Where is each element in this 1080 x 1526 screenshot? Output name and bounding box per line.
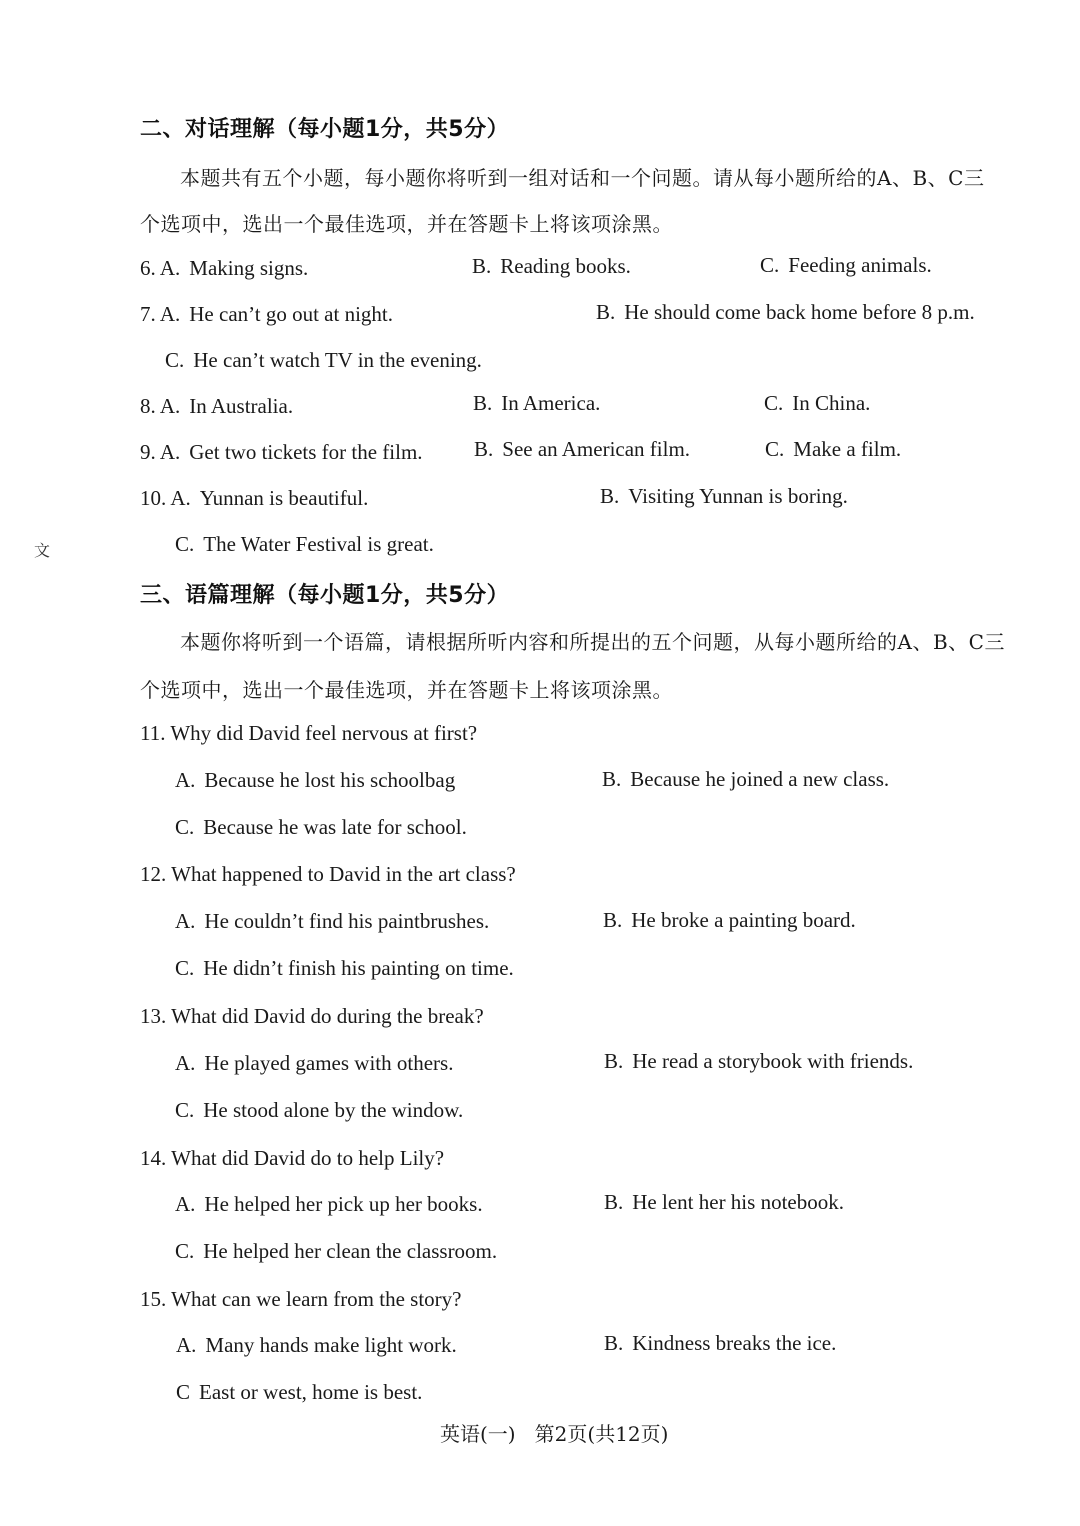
- option-letter: A.: [175, 1051, 196, 1075]
- question-text: What did David do during the break?: [171, 1004, 484, 1028]
- option-c-text: Feeding animals.: [788, 253, 932, 277]
- option-letter: B.: [596, 300, 616, 324]
- question-11-stem: [140, 721, 477, 746]
- question-number: 13.: [140, 1004, 167, 1028]
- option-b-text: Reading books.: [500, 254, 631, 278]
- option-c-text: The Water Festival is great.: [203, 532, 434, 556]
- question-10: [140, 486, 368, 511]
- option-b-text: Visiting Yunnan is boring.: [628, 484, 848, 508]
- question-number: 7.: [140, 302, 156, 326]
- option-c-text: East or west, home is best.: [199, 1380, 423, 1404]
- option-a-text: In Australia.: [189, 394, 294, 418]
- option-b-text: He should come back home before 8 p.m.: [624, 300, 975, 324]
- option-a-text: He helped her pick up her books.: [204, 1192, 483, 1216]
- option-c-text: Because he was late for school.: [203, 815, 467, 839]
- question-text: What happened to David in the art class?: [171, 862, 516, 886]
- question-14-option-a: [175, 1192, 483, 1217]
- option-a-text: He can’t go out at night.: [189, 302, 394, 326]
- question-text: Why did David feel nervous at first?: [170, 721, 478, 745]
- question-12-option-a: [175, 909, 489, 934]
- question-10-option-b: [600, 484, 848, 509]
- question-number: 6.: [140, 256, 156, 280]
- option-letter: B.: [473, 391, 493, 415]
- option-a-text: Get two tickets for the film.: [189, 440, 423, 464]
- question-13-option-c: [175, 1098, 463, 1123]
- option-letter: A.: [170, 486, 191, 510]
- question-15-stem: [140, 1287, 462, 1312]
- option-letter: B.: [604, 1331, 624, 1355]
- question-13-option-b: [604, 1049, 913, 1074]
- option-letter: A.: [159, 440, 181, 464]
- question-7-option-c: [165, 348, 482, 373]
- question-15-option-b: [604, 1331, 836, 1356]
- option-letter: C.: [175, 532, 195, 556]
- question-12-stem: [140, 862, 516, 887]
- question-8-option-c: [764, 391, 870, 416]
- option-letter: A.: [176, 1333, 197, 1357]
- question-14-option-b: [604, 1190, 844, 1215]
- option-b-text: He broke a painting board.: [631, 908, 856, 932]
- option-b-text: He read a storybook with friends.: [632, 1049, 914, 1073]
- option-letter: C.: [175, 1239, 195, 1263]
- option-b-text: Because he joined a new class.: [630, 767, 890, 791]
- question-number: 8.: [140, 394, 156, 418]
- option-letter: A.: [159, 394, 181, 418]
- section-3-instruction-line-1: 本题你将听到一个语篇，请根据所听内容和所提出的五个问题，从每小题所给的A、B、C三: [180, 630, 1005, 654]
- option-a-text: He played games with others.: [204, 1051, 454, 1075]
- section-2-instruction-line-2: 个选项中，选出一个最佳选项，并在答题卡上将该项涂黑。: [140, 212, 673, 236]
- question-7: [140, 302, 393, 327]
- option-letter: B.: [472, 254, 492, 278]
- question-15-option-c: [176, 1380, 422, 1405]
- option-b-text: See an American film.: [502, 437, 691, 461]
- option-b-text: He lent her his notebook.: [632, 1190, 844, 1214]
- question-number: 15.: [140, 1287, 167, 1311]
- section-3-heading: 三、语篇理解（每小题1分，共5分）: [140, 583, 510, 608]
- question-9: [140, 440, 423, 465]
- question-12-option-b: [603, 908, 856, 933]
- question-10-option-c: [175, 532, 434, 557]
- option-letter: A.: [175, 1192, 196, 1216]
- option-letter: C: [176, 1380, 191, 1404]
- option-c-text: He can’t watch TV in the evening.: [193, 348, 482, 372]
- option-letter: C.: [760, 253, 780, 277]
- option-a-text: He couldn’t find his paintbrushes.: [204, 909, 490, 933]
- question-15-option-a: [176, 1333, 457, 1358]
- option-b-text: Kindness breaks the ice.: [632, 1331, 837, 1355]
- question-11-option-b: [602, 767, 889, 792]
- option-a-text: Making signs.: [189, 256, 309, 280]
- question-9-option-c: [765, 437, 901, 462]
- question-14-stem: [140, 1146, 444, 1171]
- question-6-option-c: [760, 253, 932, 278]
- option-letter: B.: [604, 1190, 624, 1214]
- question-text: What can we learn from the story?: [171, 1287, 462, 1311]
- question-12-option-c: [175, 956, 514, 981]
- question-6: [140, 256, 308, 281]
- section-2-instruction-line-1: 本题共有五个小题，每小题你将听到一组对话和一个问题。请从每小题所给的A、B、C三: [180, 166, 985, 190]
- option-a-text: Because he lost his schoolbag: [204, 768, 456, 792]
- option-letter: C.: [175, 1098, 195, 1122]
- option-a-text: Many hands make light work.: [205, 1333, 457, 1357]
- question-14-option-c: [175, 1239, 497, 1264]
- option-letter: A.: [175, 768, 196, 792]
- option-letter: B.: [602, 767, 622, 791]
- option-letter: A.: [159, 256, 181, 280]
- question-number: 11.: [140, 721, 166, 745]
- option-letter: B.: [474, 437, 494, 461]
- option-b-text: In America.: [501, 391, 601, 415]
- question-8: [140, 394, 293, 419]
- option-letter: B.: [603, 908, 623, 932]
- question-number: 9.: [140, 440, 156, 464]
- page-footer: 英语(一) 第2页(共12页): [440, 1422, 669, 1446]
- question-11-option-a: [175, 768, 455, 793]
- option-a-text: Yunnan is beautiful.: [199, 486, 369, 510]
- option-letter: C.: [165, 348, 185, 372]
- option-letter: C.: [175, 815, 195, 839]
- option-letter: B.: [604, 1049, 624, 1073]
- question-number: 12.: [140, 862, 167, 886]
- section-3-instruction-line-2: 个选项中，选出一个最佳选项，并在答题卡上将该项涂黑。: [140, 678, 673, 702]
- question-7-option-b: [596, 300, 975, 325]
- option-letter: B.: [600, 484, 620, 508]
- option-c-text: He stood alone by the window.: [203, 1098, 464, 1122]
- question-number: 10.: [140, 486, 167, 510]
- question-6-option-b: [472, 254, 631, 279]
- section-2-heading: 二、对话理解（每小题1分，共5分）: [140, 117, 510, 142]
- question-11-option-c: [175, 815, 467, 840]
- option-letter: A.: [159, 302, 181, 326]
- option-letter: A.: [175, 909, 196, 933]
- option-letter: C.: [175, 956, 195, 980]
- question-13-stem: [140, 1004, 484, 1029]
- option-c-text: In China.: [792, 391, 871, 415]
- option-c-text: He didn’t finish his painting on time.: [203, 956, 514, 980]
- option-c-text: Make a film.: [793, 437, 902, 461]
- margin-mark: 文: [34, 541, 51, 560]
- question-9-option-b: [474, 437, 690, 462]
- option-letter: C.: [764, 391, 784, 415]
- option-c-text: He helped her clean the classroom.: [203, 1239, 498, 1263]
- question-8-option-b: [473, 391, 600, 416]
- question-number: 14.: [140, 1146, 167, 1170]
- question-13-option-a: [175, 1051, 453, 1076]
- option-letter: C.: [765, 437, 785, 461]
- question-text: What did David do to help Lily?: [171, 1146, 445, 1170]
